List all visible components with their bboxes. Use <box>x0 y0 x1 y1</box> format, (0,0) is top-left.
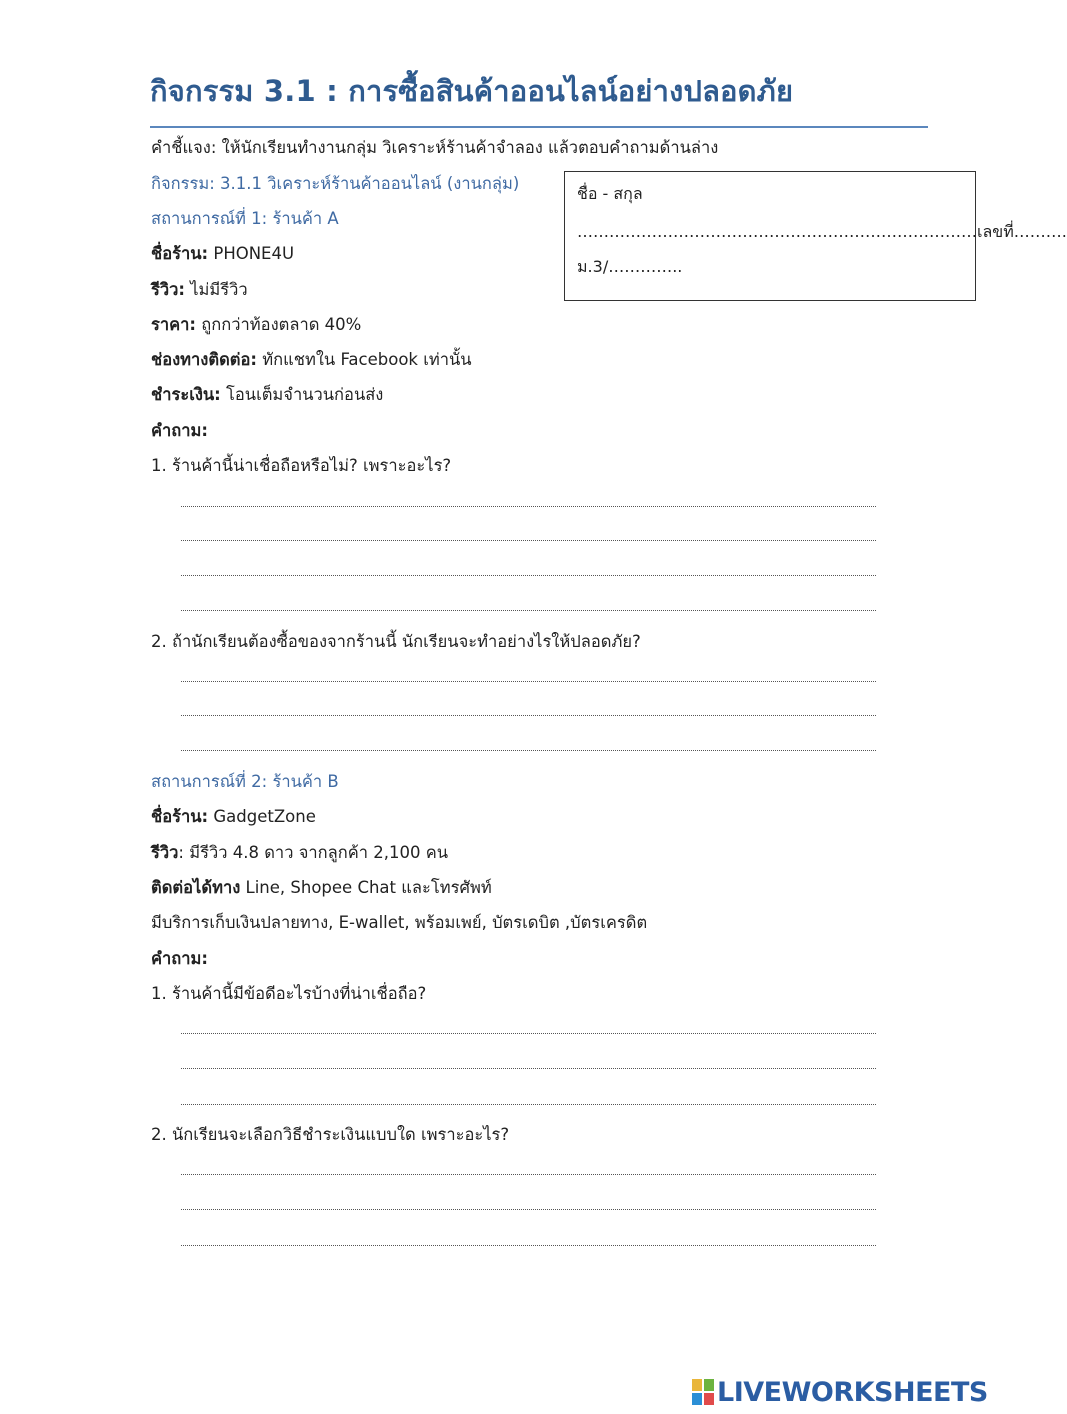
answer-line <box>181 1104 876 1105</box>
shop-value: PHONE4U <box>213 244 295 263</box>
scenario-2-review <box>151 840 448 866</box>
answer-line <box>181 1245 876 1246</box>
scenario-1-review <box>151 277 248 303</box>
scenario-2-services: มีบริการเก็บเงินปลายทาง, E-wallet, พร้อมเพย์, บัตรเดบิต ,บัตรเครดิต <box>151 913 648 932</box>
scenario-1-price <box>151 312 361 338</box>
shop-label: ชื่อร้าน: <box>151 244 209 263</box>
name-number-line[interactable]: …………………………………………………………………เลขที่………. <box>577 222 1067 241</box>
contact-label: ติดต่อได้ทาง <box>151 878 241 897</box>
answer-line <box>181 540 876 541</box>
contact-label: ช่องทางติดต่อ: <box>151 350 258 369</box>
answer-line <box>181 1068 876 1069</box>
price-value: ถูกกว่าท้องตลาด 40% <box>201 315 362 334</box>
student-info-box <box>564 171 1067 301</box>
price-label: ราคา: <box>151 315 197 334</box>
scenario-1-question-1: 1. ร้านค้านี้น่าเชื่อถือหรือไม่? เพราะอะไร? <box>151 456 452 475</box>
s1-q2-answer-3[interactable] <box>181 720 876 750</box>
scenario-2-questions-label: คำถาม: <box>151 949 209 968</box>
scenario-2-question-2: 2. นักเรียนจะเลือกวิธีชำระเงินแบบใด เพราะอะไร? <box>151 1125 510 1144</box>
s2-q2-answer-2[interactable] <box>181 1179 876 1209</box>
s1-q1-answer-2[interactable] <box>181 510 876 540</box>
s1-q1-answer-4[interactable] <box>181 580 876 610</box>
scenario-1-heading: สถานการณ์ที่ 1: ร้านค้า A <box>151 209 339 228</box>
scenario-1-question-2: 2. ถ้านักเรียนต้องซื้อของจากร้านนี้ นักเรียนจะทำอย่างไรให้ปลอดภัย? <box>151 632 641 651</box>
answer-line <box>181 1209 876 1210</box>
s2-q2-answer-1[interactable] <box>181 1144 876 1174</box>
answer-line <box>181 1033 876 1034</box>
shop-label: ชื่อร้าน: <box>151 807 209 826</box>
title-divider <box>150 126 928 128</box>
contact-value: Line, Shopee Chat และโทรศัพท์ <box>245 878 492 897</box>
logo-blocks-icon <box>692 1379 714 1405</box>
s1-q2-answer-1[interactable] <box>181 651 876 681</box>
s1-q2-answer-2[interactable] <box>181 685 876 715</box>
s2-q1-answer-1[interactable] <box>181 1003 876 1033</box>
answer-line <box>181 715 876 716</box>
scenario-2-heading: สถานการณ์ที่ 2: ร้านค้า B <box>151 772 339 791</box>
shop-value: GadgetZone <box>213 807 316 826</box>
scenario-2-question-1: 1. ร้านค้านี้มีข้อดีอะไรบ้างที่น่าเชื่อถือ? <box>151 984 427 1003</box>
scenario-1-questions-label: คำถาม: <box>151 421 209 440</box>
s2-q1-answer-2[interactable] <box>181 1038 876 1068</box>
instruction-text: คำชี้แจง: ให้นักเรียนทำงานกลุ่ม วิเคราะห์ร้านค้าจำลอง แล้วตอบคำถามด้านล่าง <box>151 138 719 157</box>
answer-line <box>181 681 876 682</box>
review-label: รีวิว <box>151 843 179 862</box>
scenario-1-payment <box>151 382 383 408</box>
contact-value: ทักแชทใน Facebook เท่านั้น <box>262 350 472 369</box>
s1-q1-answer-1[interactable] <box>181 476 876 506</box>
class-line[interactable]: ม.3/………….. <box>577 257 683 276</box>
scenario-2-shop <box>151 804 316 830</box>
liveworksheets-logo <box>692 1375 988 1409</box>
review-label: รีวิว: <box>151 280 185 299</box>
answer-line <box>181 1174 876 1175</box>
scenario-1-contact <box>151 347 472 373</box>
answer-line <box>181 506 876 507</box>
logo-text: LIVEWORKSHEETS <box>717 1376 988 1408</box>
activity-subtitle: กิจกรรม: 3.1.1 วิเคราะห์ร้านค้าออนไลน์ (งานกลุ่ม) <box>151 174 520 193</box>
s2-q1-answer-3[interactable] <box>181 1074 876 1104</box>
answer-line <box>181 610 876 611</box>
name-label: ชื่อ - สกุล <box>577 184 643 203</box>
scenario-2-contact <box>151 875 492 901</box>
review-value: ไม่มีรีวิว <box>190 280 248 299</box>
page-title: กิจกรรม 3.1 : การซื้อสินค้าออนไลน์อย่างปลอดภัย <box>150 74 794 108</box>
s1-q1-answer-3[interactable] <box>181 545 876 575</box>
answer-line <box>181 575 876 576</box>
payment-value: โอนเต็มจำนวนก่อนส่ง <box>226 385 384 404</box>
payment-label: ชำระเงิน: <box>151 385 221 404</box>
scenario-1-shop <box>151 241 294 267</box>
s2-q2-answer-3[interactable] <box>181 1215 876 1245</box>
answer-line <box>181 750 876 751</box>
review-value: : มีรีวิว 4.8 ดาว จากลูกค้า 2,100 คน <box>178 843 449 862</box>
